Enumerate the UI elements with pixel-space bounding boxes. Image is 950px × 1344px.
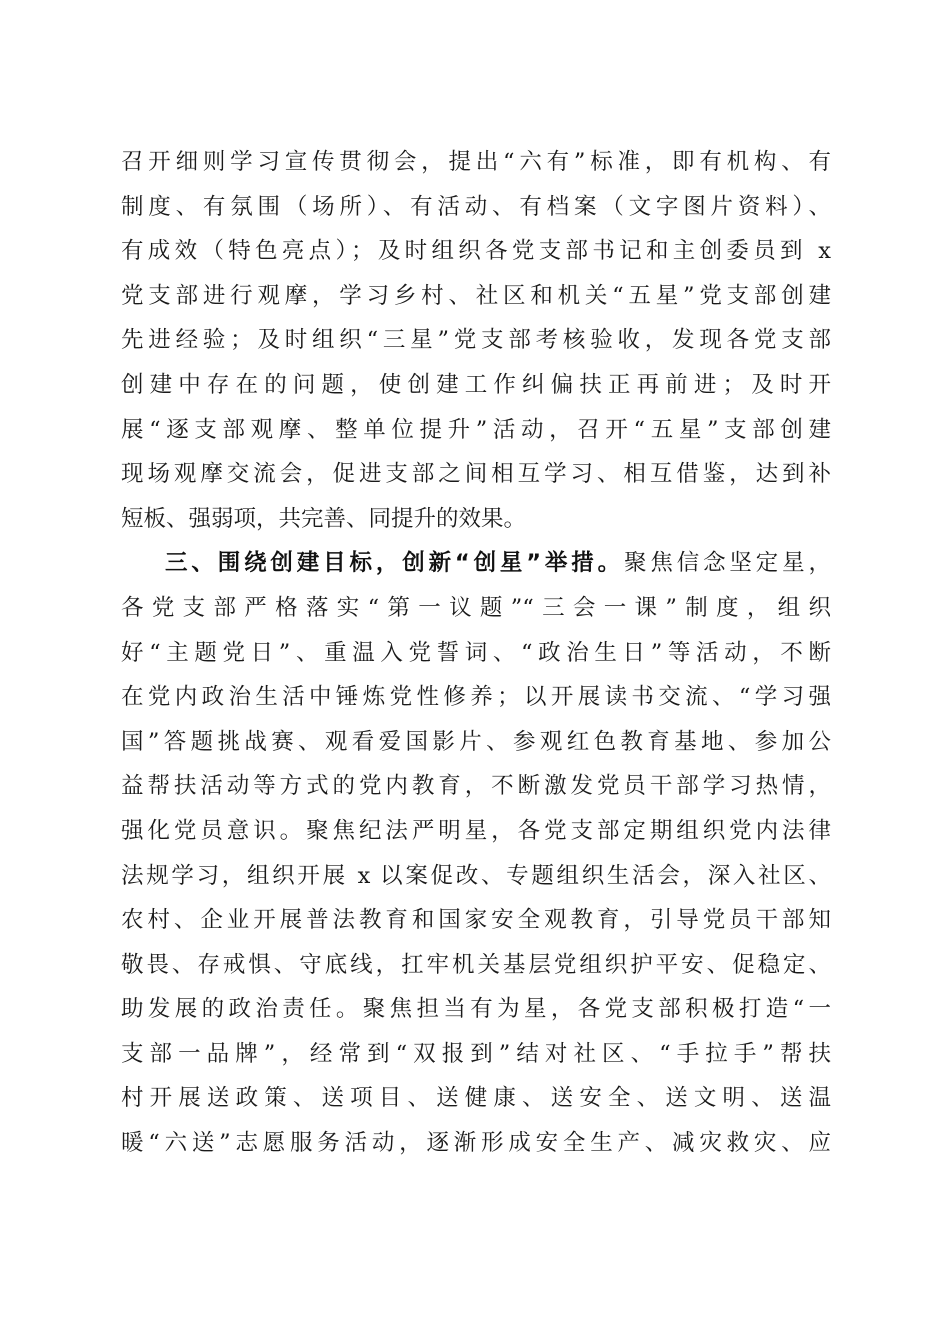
text-line: 召开细则学习宣传贯彻会，提出“六有”标准，即有机构、有 bbox=[121, 149, 831, 175]
text-line: 制度、有氛围（场所）、有活动、有档案（文字图片资料）、 bbox=[121, 193, 831, 220]
text-line: 强化党员意识。聚焦纪法严明星，各党支部定期组织党内法律 bbox=[121, 817, 831, 844]
text-run: 聚焦信念坚定星， bbox=[624, 550, 831, 577]
text-line: 村开展送政策、送项目、送健康、送安全、送文明、送温 bbox=[121, 1085, 831, 1112]
section-heading-line bbox=[121, 541, 831, 586]
text-line: 党支部进行观摩，学习乡村、社区和机关“五星”党支部创建 bbox=[121, 282, 831, 309]
text-line: 有成效（特色亮点）；及时组织各党支部书记和主创委员到 x bbox=[121, 238, 831, 265]
section-heading: 三、围绕创建目标，创新“创星”举措。 bbox=[165, 550, 624, 577]
body-text bbox=[121, 140, 831, 1166]
text-line: 暖“六送”志愿服务活动，逐渐形成安全生产、减灾救灾、应 bbox=[121, 1130, 831, 1157]
text-line: 农村、企业开展普法教育和国家安全观教育，引导党员干部知 bbox=[121, 907, 831, 934]
text-line: 短板、强弱项，共完善、同提升的效果。 bbox=[121, 505, 527, 532]
text-line: 好“主题党日”、重温入党誓词、“政治生日”等活动，不断 bbox=[121, 639, 831, 666]
text-line: 各党支部严格落实“第一议题”“三会一课”制度，组织 bbox=[121, 594, 831, 621]
text-line: 法规学习，组织开展 x 以案促改、专题组织生活会，深入社区、 bbox=[121, 862, 831, 889]
text-line: 现场观摩交流会，促进支部之间相互学习、相互借鉴，达到补 bbox=[121, 461, 831, 488]
text-line: 敬畏、存戒惧、守底线，扛牢机关基层党组织护平安、促稳定、 bbox=[121, 951, 831, 978]
text-line: 展“逐支部观摩、整单位提升”活动，召开“五星”支部创建 bbox=[121, 416, 831, 443]
text-line: 支部一品牌”，经常到“双报到”结对社区、“手拉手”帮扶 bbox=[121, 1040, 831, 1067]
text-line: 创建中存在的问题，使创建工作纠偏扶正再前进；及时开 bbox=[121, 371, 831, 398]
text-line: 在党内政治生活中锤炼党性修养；以开展读书交流、“学习强 bbox=[121, 684, 831, 711]
text-line: 益帮扶活动等方式的党内教育，不断激发党员干部学习热情， bbox=[121, 773, 831, 800]
text-line: 助发展的政治责任。聚焦担当有为星，各党支部积极打造“一 bbox=[121, 996, 831, 1023]
text-line: 国”答题挑战赛、观看爱国影片、参观红色教育基地、参加公 bbox=[121, 728, 831, 755]
text-line: 先进经验；及时组织“三星”党支部考核验收，发现各党支部 bbox=[121, 327, 831, 354]
